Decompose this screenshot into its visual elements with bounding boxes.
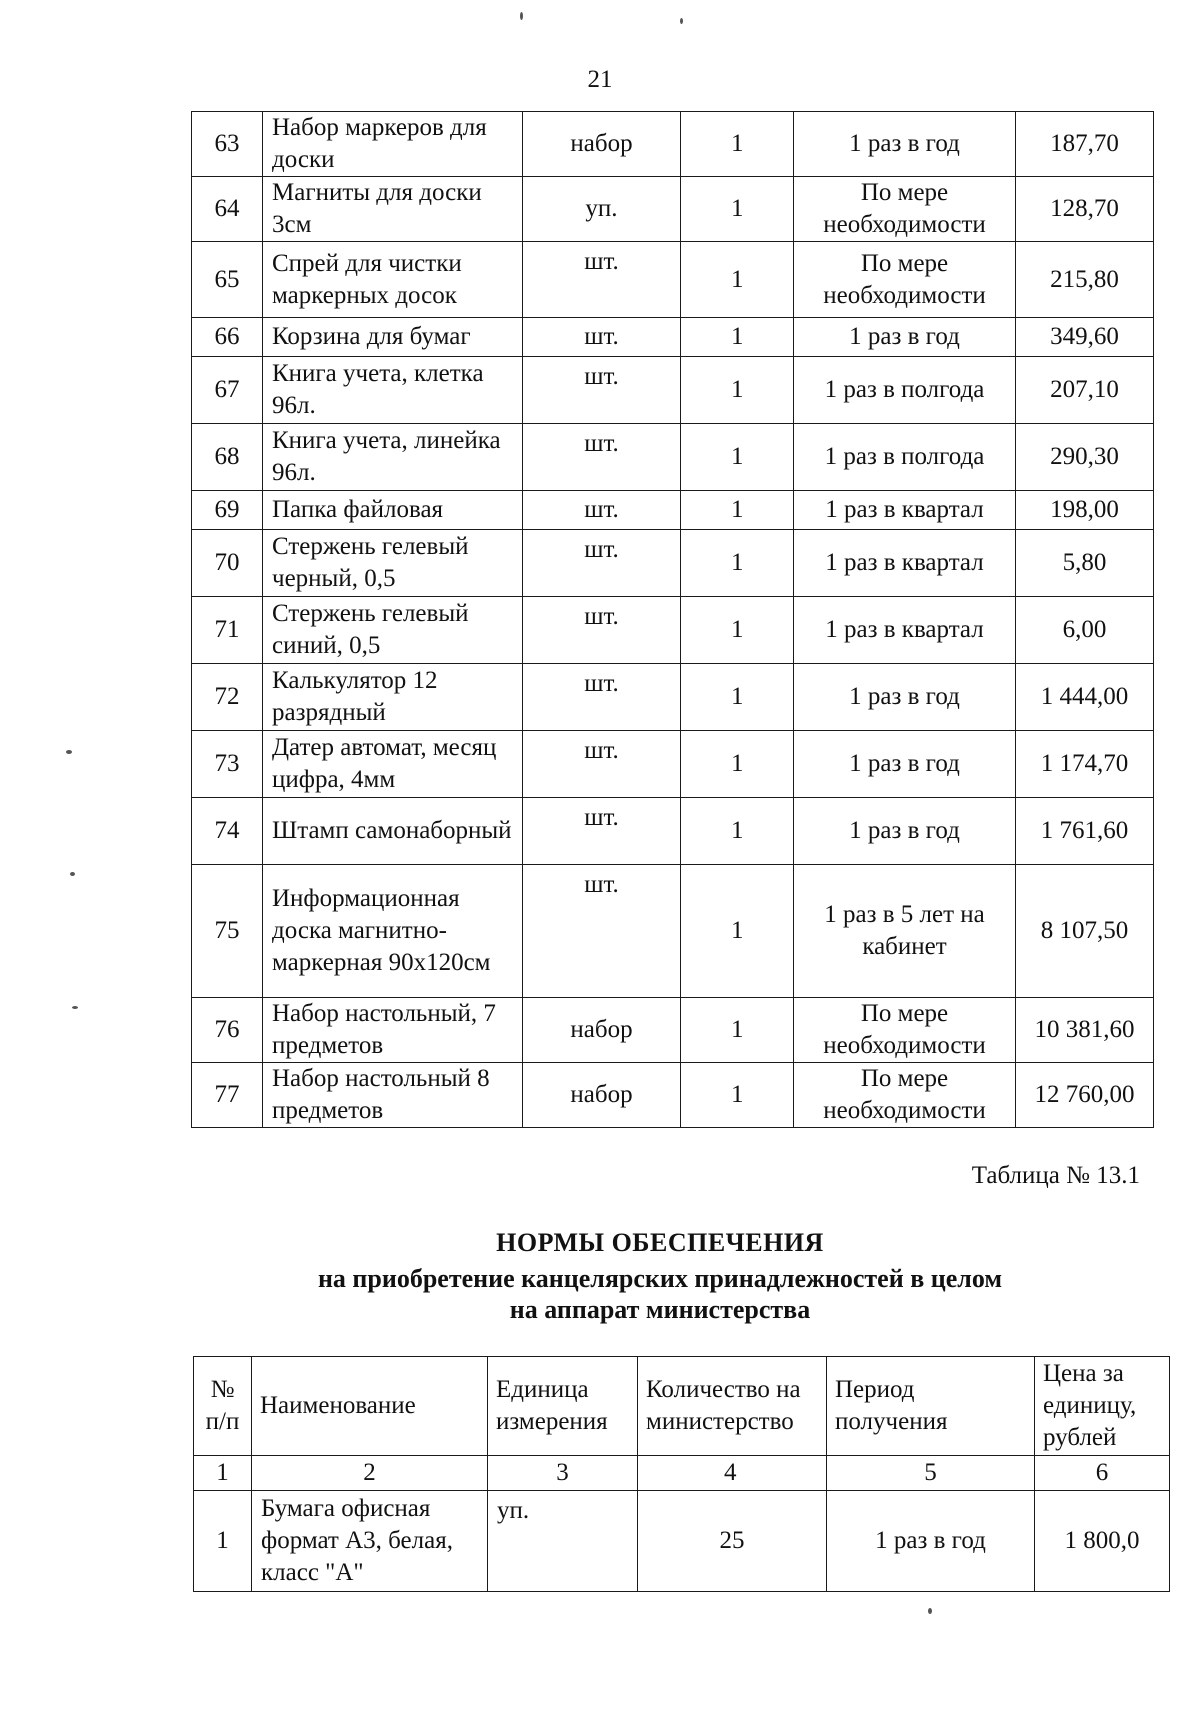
- item-name: Информационная доска магнитно-маркерная 90х120см: [263, 865, 523, 998]
- item-name: Стержень гелевый синий, 0,5: [263, 597, 523, 664]
- row-number: 65: [192, 242, 263, 318]
- table-row: [192, 597, 1154, 664]
- item-unit: шт.: [523, 491, 681, 530]
- table-row: [192, 798, 1154, 865]
- item-name: Набор маркеров для доски: [263, 112, 523, 177]
- scan-speck: [66, 750, 72, 754]
- item-price: 5,80: [1016, 530, 1154, 597]
- item-name: Магниты для доски 3см: [263, 177, 523, 242]
- item-price: 1 800,0: [1035, 1491, 1170, 1592]
- header-row: [194, 1357, 1170, 1456]
- header-price: Цена за единицу, рублей: [1035, 1357, 1170, 1456]
- item-quantity: 1: [681, 177, 794, 242]
- item-price: 6,00: [1016, 597, 1154, 664]
- row-number: 74: [192, 798, 263, 865]
- item-price: 290,30: [1016, 424, 1154, 491]
- item-period: По мере необходимости: [794, 998, 1016, 1063]
- item-name: Книга учета, линейка 96л.: [263, 424, 523, 491]
- header-quantity: Количество на министерство: [638, 1357, 827, 1456]
- item-name: Книга учета, клетка 96л.: [263, 357, 523, 424]
- item-unit: шт.: [523, 664, 681, 731]
- table-row: [192, 318, 1154, 357]
- item-unit: шт.: [523, 865, 681, 998]
- column-number: 2: [252, 1456, 488, 1491]
- header-period: Период получения: [827, 1357, 1035, 1456]
- header-name: Наименование: [252, 1357, 488, 1456]
- item-quantity: 1: [681, 798, 794, 865]
- item-price: 10 381,60: [1016, 998, 1154, 1063]
- scan-speck: [520, 12, 523, 20]
- row-number: 1: [194, 1491, 252, 1592]
- item-period: 1 раз в год: [794, 798, 1016, 865]
- row-number: 64: [192, 177, 263, 242]
- item-name: Штамп самонаборный: [263, 798, 523, 865]
- item-period: 1 раз в полгода: [794, 424, 1016, 491]
- item-quantity: 1: [681, 242, 794, 318]
- item-unit: уп.: [523, 177, 681, 242]
- column-number: 4: [638, 1456, 827, 1491]
- item-name: Бумага офисная формат А3, белая, класс "А": [252, 1491, 488, 1592]
- item-unit: набор: [523, 1063, 681, 1128]
- item-quantity: 1: [681, 112, 794, 177]
- table-row: [192, 865, 1154, 998]
- column-number: 5: [827, 1456, 1035, 1491]
- item-unit: шт.: [523, 731, 681, 798]
- item-price: 12 760,00: [1016, 1063, 1154, 1128]
- item-period: 1 раз в год: [794, 112, 1016, 177]
- table-row: [192, 242, 1154, 318]
- header-number: № п/п: [194, 1357, 252, 1456]
- row-number: 69: [192, 491, 263, 530]
- item-quantity: 1: [681, 357, 794, 424]
- item-price: 207,10: [1016, 357, 1154, 424]
- item-period: 1 раз в квартал: [794, 597, 1016, 664]
- column-number-row: [194, 1456, 1170, 1491]
- table-row: [194, 1491, 1170, 1592]
- item-unit: шт.: [523, 318, 681, 357]
- item-name: Спрей для чистки маркерных досок: [263, 242, 523, 318]
- item-price: 349,60: [1016, 318, 1154, 357]
- scan-speck: [72, 1006, 78, 1009]
- item-price: 128,70: [1016, 177, 1154, 242]
- table-row: [192, 424, 1154, 491]
- item-period: 1 раз в год: [827, 1491, 1035, 1592]
- item-quantity: 1: [681, 491, 794, 530]
- table-row: [192, 1063, 1154, 1128]
- item-price: 8 107,50: [1016, 865, 1154, 998]
- table-row: [192, 491, 1154, 530]
- item-quantity: 1: [681, 530, 794, 597]
- heading-title: НОРМЫ ОБЕСПЕЧЕНИЯ: [496, 1228, 824, 1257]
- row-number: 67: [192, 357, 263, 424]
- table-row: [192, 731, 1154, 798]
- item-price: 1 761,60: [1016, 798, 1154, 865]
- row-number: 76: [192, 998, 263, 1063]
- column-number: 3: [488, 1456, 638, 1491]
- item-quantity: 1: [681, 998, 794, 1063]
- row-number: 71: [192, 597, 263, 664]
- item-period: 1 раз в 5 лет на кабинет: [794, 865, 1016, 998]
- norms-table: [193, 1356, 1170, 1592]
- row-number: 66: [192, 318, 263, 357]
- row-number: 70: [192, 530, 263, 597]
- table-label: Таблица № 13.1: [971, 1162, 1140, 1189]
- item-unit: шт.: [523, 798, 681, 865]
- page-number: 21: [587, 66, 613, 93]
- item-quantity: 1: [681, 597, 794, 664]
- row-number: 73: [192, 731, 263, 798]
- column-number: 6: [1035, 1456, 1170, 1491]
- heading-subtitle-line-1: на приобретение канцелярских принадлежностей в целом: [317, 1264, 1003, 1293]
- item-quantity: 1: [681, 664, 794, 731]
- item-name: Набор настольный, 7 предметов: [263, 998, 523, 1063]
- header-unit: Единица измерения: [488, 1357, 638, 1456]
- scan-speck: [928, 1608, 932, 1614]
- item-quantity: 1: [681, 865, 794, 998]
- row-number: 75: [192, 865, 263, 998]
- item-quantity: 25: [638, 1491, 827, 1592]
- item-quantity: 1: [681, 731, 794, 798]
- row-number: 77: [192, 1063, 263, 1128]
- item-period: 1 раз в год: [794, 731, 1016, 798]
- item-price: 1 444,00: [1016, 664, 1154, 731]
- table-row: [192, 357, 1154, 424]
- item-price: 1 174,70: [1016, 731, 1154, 798]
- item-name: Калькулятор 12 разрядный: [263, 664, 523, 731]
- column-number: 1: [194, 1456, 252, 1491]
- item-name: Папка файловая: [263, 491, 523, 530]
- item-unit: набор: [523, 112, 681, 177]
- item-unit: шт.: [523, 357, 681, 424]
- item-name: Набор настольный 8 предметов: [263, 1063, 523, 1128]
- item-unit: набор: [523, 998, 681, 1063]
- row-number: 68: [192, 424, 263, 491]
- item-period: 1 раз в год: [794, 318, 1016, 357]
- table-row: [192, 177, 1154, 242]
- scan-speck: [680, 18, 683, 24]
- item-period: 1 раз в квартал: [794, 530, 1016, 597]
- item-quantity: 1: [681, 318, 794, 357]
- item-price: 187,70: [1016, 112, 1154, 177]
- row-number: 72: [192, 664, 263, 731]
- item-period: 1 раз в полгода: [794, 357, 1016, 424]
- item-period: По мере необходимости: [794, 242, 1016, 318]
- item-price: 198,00: [1016, 491, 1154, 530]
- item-period: По мере необходимости: [794, 1063, 1016, 1128]
- item-quantity: 1: [681, 1063, 794, 1128]
- item-name: Стержень гелевый черный, 0,5: [263, 530, 523, 597]
- row-number: 63: [192, 112, 263, 177]
- item-unit: шт.: [523, 597, 681, 664]
- item-unit: шт.: [523, 530, 681, 597]
- item-period: 1 раз в квартал: [794, 491, 1016, 530]
- continued-supplies-table: [191, 111, 1154, 1128]
- table-row: [192, 998, 1154, 1063]
- item-period: 1 раз в год: [794, 664, 1016, 731]
- scan-speck: [70, 872, 75, 876]
- table-row: [192, 530, 1154, 597]
- item-quantity: 1: [681, 424, 794, 491]
- item-price: 215,80: [1016, 242, 1154, 318]
- item-name: Корзина для бумаг: [263, 318, 523, 357]
- item-unit: шт.: [523, 242, 681, 318]
- item-unit: шт.: [523, 424, 681, 491]
- item-unit: уп.: [488, 1491, 638, 1592]
- heading-subtitle-line-2: на аппарат министерства: [509, 1295, 811, 1324]
- table-row: [192, 112, 1154, 177]
- item-name: Датер автомат, месяц цифра, 4мм: [263, 731, 523, 798]
- item-period: По мере необходимости: [794, 177, 1016, 242]
- table-row: [192, 664, 1154, 731]
